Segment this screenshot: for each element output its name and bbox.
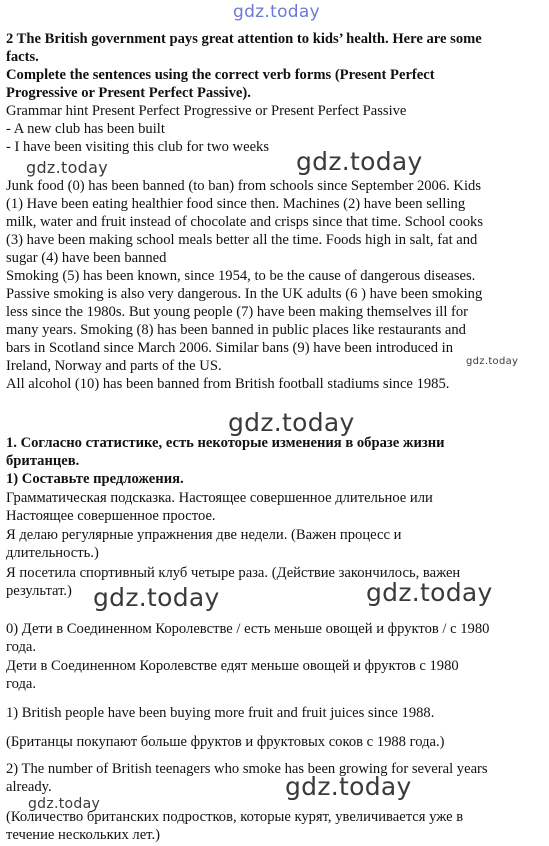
text-line: milk, water and fruit instead of chocolate and crisps since that time. School cooks bbox=[6, 214, 484, 230]
text-line: All alcohol (10) has been banned from British football stadiums since 1985. bbox=[6, 376, 450, 392]
answer-2: 2) The number of British teenagers who smoke has been growing for several years bbox=[6, 761, 488, 777]
text-line: Junk food (0) has been banned (to ban) from schools since September 2006. Kids bbox=[6, 178, 482, 194]
watermark: gdz.today bbox=[466, 356, 519, 367]
grammar-hint-example: - I have been visiting this club for two weeks bbox=[6, 139, 270, 155]
text-line: many years. Smoking (8) has been banned in public places like restaurants and bbox=[6, 322, 466, 338]
text-line: bars in Scotland since March 2006. Similar bans (9) have been introduced in bbox=[6, 340, 454, 356]
grammar-hint: Grammar hint Present Perfect Progressive or Present Perfect Passive bbox=[6, 103, 407, 119]
watermark: gdz.today bbox=[228, 408, 355, 437]
exercise-instruction: Complete the sentences using the correct verb forms (Present Perfect bbox=[6, 67, 435, 83]
example-line: 0) Дети в Соединенном Королевстве / есть меньше овощей и фруктов / с 1980 bbox=[6, 621, 490, 637]
answer-1: 1) British people have been buying more fruit and fruit juices since 1988. bbox=[6, 705, 435, 721]
watermark: gdz.today bbox=[285, 772, 412, 801]
grammar-hint-example: - A new club has been built bbox=[6, 121, 165, 137]
text-line: Passive smoking is also very dangerous. In the UK adults (6 ) have been smoking bbox=[6, 286, 483, 302]
watermark: gdz.today bbox=[93, 583, 220, 612]
text-line: Я делаю регулярные упражнения две недели. (Важен процесс и bbox=[6, 527, 402, 543]
exercise-instruction: Progressive or Present Perfect Passive). bbox=[6, 85, 251, 101]
translation-1: (Британцы покупают больше фруктов и фруктовых соков с 1988 года.) bbox=[6, 734, 445, 750]
text-line: (3) have been making school meals better all the time. Foods high in salt, fat and bbox=[6, 232, 478, 248]
text-line: less since the 1980s. But young people (7) have been making themselves ill for bbox=[6, 304, 469, 320]
text-line: Ireland, Norway and parts of the US. bbox=[6, 358, 222, 374]
example-line: года. bbox=[6, 676, 37, 692]
watermark: gdz.today bbox=[28, 796, 101, 812]
example-line: года. bbox=[6, 639, 37, 655]
exercise-heading: 2 The British government pays great attention to kids’ health. Here are some bbox=[6, 31, 482, 47]
russian-heading: 1. Согласно статистике, есть некоторые изменения в образе жизни bbox=[6, 435, 445, 451]
watermark-top: gdz.today bbox=[233, 2, 320, 22]
text-line: (1) Have been eating healthier food since then. Machines (2) have been selling bbox=[6, 196, 466, 212]
watermark: gdz.today bbox=[296, 147, 423, 176]
text-line: длительность.) bbox=[6, 545, 99, 561]
translation-2: течение нескольких лет.) bbox=[6, 827, 160, 843]
russian-subheading: 1) Составьте предложения. bbox=[6, 471, 184, 487]
text-line: результат.) bbox=[6, 583, 72, 599]
watermark: gdz.today bbox=[366, 578, 493, 607]
exercise-heading: facts. bbox=[6, 49, 39, 65]
russian-heading: британцев. bbox=[6, 453, 80, 469]
text-line: Я посетила спортивный клуб четыре раза. (Действие закончилось, важен bbox=[6, 565, 461, 581]
translation-2: (Количество британских подростков, которые курят, увеличивается уже в bbox=[6, 809, 464, 825]
text-line: Настоящее совершенное простое. bbox=[6, 508, 216, 524]
text-line: Smoking (5) has been known, since 1954, to be the cause of dangerous diseases. bbox=[6, 268, 476, 284]
text-line: sugar (4) have been banned bbox=[6, 250, 167, 266]
answer-2: already. bbox=[6, 779, 52, 795]
text-line: Грамматическая подсказка. Настоящее совершенное длительное или bbox=[6, 490, 433, 506]
watermark: gdz.today bbox=[26, 158, 108, 177]
example-line: Дети в Соединенном Королевстве едят меньше овощей и фруктов с 1980 bbox=[6, 658, 459, 674]
